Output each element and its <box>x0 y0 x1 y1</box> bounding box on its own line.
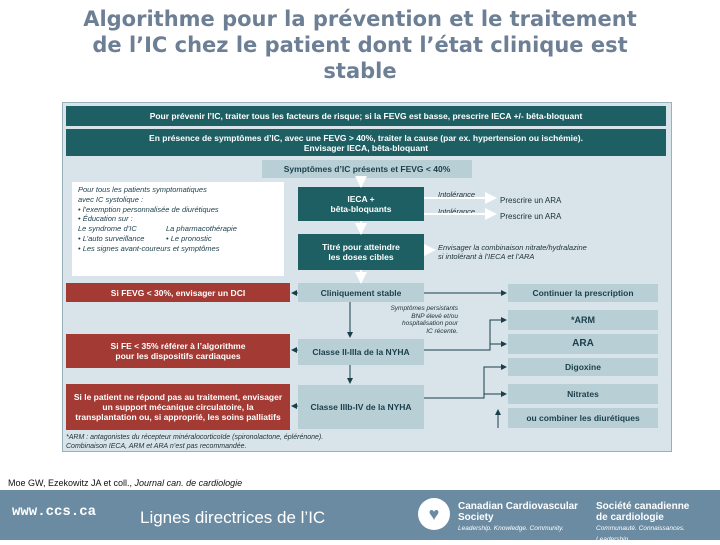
combination-note-line-1: Envisager la combinaison nitrate/hydralazine <box>438 243 587 252</box>
footer-bar <box>0 490 720 543</box>
education-pharmaco: La pharmacothérapie <box>166 224 237 234</box>
org-french <box>596 501 720 545</box>
footer-title: Lignes directrices de l’IC <box>140 508 326 527</box>
box-clinically-stable-text: Cliniquement stable <box>320 287 402 298</box>
education-syndrome: Le syndrome d’IC <box>78 224 137 234</box>
box-device-referral-line-2: pour les dispositifs cardiaques <box>115 351 241 361</box>
org-english-tagline: Leadership. Knowledge. Community. <box>458 525 564 532</box>
box-dci-text: Si FEVG < 30%, envisager un DCI <box>110 287 246 298</box>
box-titration-line-1: Titré pour atteindre <box>322 242 400 252</box>
persistent-note-line-1: Symptômes persistants <box>390 305 458 312</box>
citation <box>8 478 242 488</box>
arrows-dark <box>292 293 506 428</box>
intolerance-label-2: Intolérance <box>438 207 476 216</box>
arrows-white <box>361 178 495 282</box>
org-english <box>458 501 578 534</box>
box-ieca-line-1: IECA + <box>347 194 375 204</box>
title-line-3: stable <box>323 59 397 83</box>
box-diuretics-text: ou combiner les diurétiques <box>526 413 640 423</box>
org-french-line-1: Société canadienne <box>596 501 690 512</box>
footnote-line-2: Combinaison IECA, ARM et ARA n’est pas recommandée. <box>66 442 247 450</box>
prescribe-ara-2: Prescrire un ARA <box>500 212 562 221</box>
box-device-referral-line-1: Si FE < 35% référer à l’algorithme <box>110 341 246 351</box>
box-nyha-2-text: Classe II-IIIa de la NYHA <box>312 347 410 357</box>
box-no-response-line-3: transplantation ou, si approprié, les soins palliatifs <box>75 412 281 422</box>
band-prevent-text: Pour prévenir l’IC, traiter tous les facteurs de risque; si la FEVG est basse, prescrire IECA +/- bêta-bloquant <box>149 111 583 121</box>
combination-note-line-2: si intolérant à l’IECA et l’ARA <box>438 252 535 261</box>
footnote-line-1: *ARM : antagonistes du récepteur minéralocorticoïde (spironolactone, éplérénone). <box>66 434 324 441</box>
org-english-line-2: Society <box>458 512 494 523</box>
education-line-1: Pour tous les patients symptomatiques <box>78 185 207 194</box>
org-french-line-2: de cardiologie <box>596 512 664 523</box>
citation-journal: Journal can. de cardiologie <box>134 478 243 488</box>
education-autosurveillance: • L’auto surveillance <box>78 233 145 243</box>
citation-authors: Moe GW, Ezekowitz JA et coll., <box>8 478 135 488</box>
box-nyha-3-text: Classe IIIb-IV de la NYHA <box>310 402 412 412</box>
persistent-note-line-3: hospitalisation pour <box>401 320 458 327</box>
persistent-note-line-4: IC récente. <box>426 327 458 335</box>
box-no-response-line-1: Si le patient ne répond pas au traitement, envisager <box>73 392 283 402</box>
persistent-note-line-2: BNP élevé et/ou <box>411 312 458 320</box>
arrow-to-digoxine <box>424 367 506 398</box>
title-line-1: Algorithme pour la prévention et le traitement <box>83 7 637 31</box>
box-digoxine-text: Digoxine <box>565 362 601 372</box>
title-line-2: de l’IC chez le patient dont l’état clinique est <box>92 33 628 57</box>
education-line-4: • Éducation sur : <box>78 214 133 224</box>
org-french-tagline: Communauté. Connaissances. Leadership. <box>596 525 685 543</box>
box-ara-text: ARA <box>572 338 594 349</box>
band-symptoms-line-1: En présence de symptômes d’IC, avec une FEVG > 40%, traiter la cause (par ex. hypertension ou ischémie). <box>149 132 583 143</box>
box-nitrates-text: Nitrates <box>567 389 599 399</box>
prescribe-ara-1: Prescrire un ARA <box>500 196 562 205</box>
box-titration-line-2: les doses cibles <box>328 252 394 262</box>
box-arm-text: *ARM <box>571 315 595 325</box>
ccs-heart-logo-icon: ♥ <box>418 498 450 530</box>
band-symptoms-line-2: Envisager IECA, bêta-bloquant <box>303 142 429 153</box>
box-no-response-line-2: un support mécanique circulatoire, la <box>102 402 254 412</box>
box-continue-text: Continuer la prescription <box>532 288 634 298</box>
education-line-3: • l’exemption personnalisée de diurétiques <box>78 204 219 214</box>
arrow-to-arm <box>424 320 506 350</box>
footer-url[interactable]: www.ccs.ca <box>12 504 97 520</box>
band-symptoms-present-text: Symptômes d’IC présents et FEVG < 40% <box>283 164 451 174</box>
education-line-7: • Les signes avant-coureurs et symptômes <box>78 243 220 253</box>
org-english-line-1: Canadian Cardiovascular <box>458 501 579 512</box>
box-ieca-line-2: bêta-bloquants <box>330 204 392 214</box>
education-line-2: avec IC systolique : <box>78 194 144 204</box>
intolerance-label-1: Intolérance <box>438 190 476 199</box>
education-pronostic: • Le pronostic <box>166 233 212 243</box>
